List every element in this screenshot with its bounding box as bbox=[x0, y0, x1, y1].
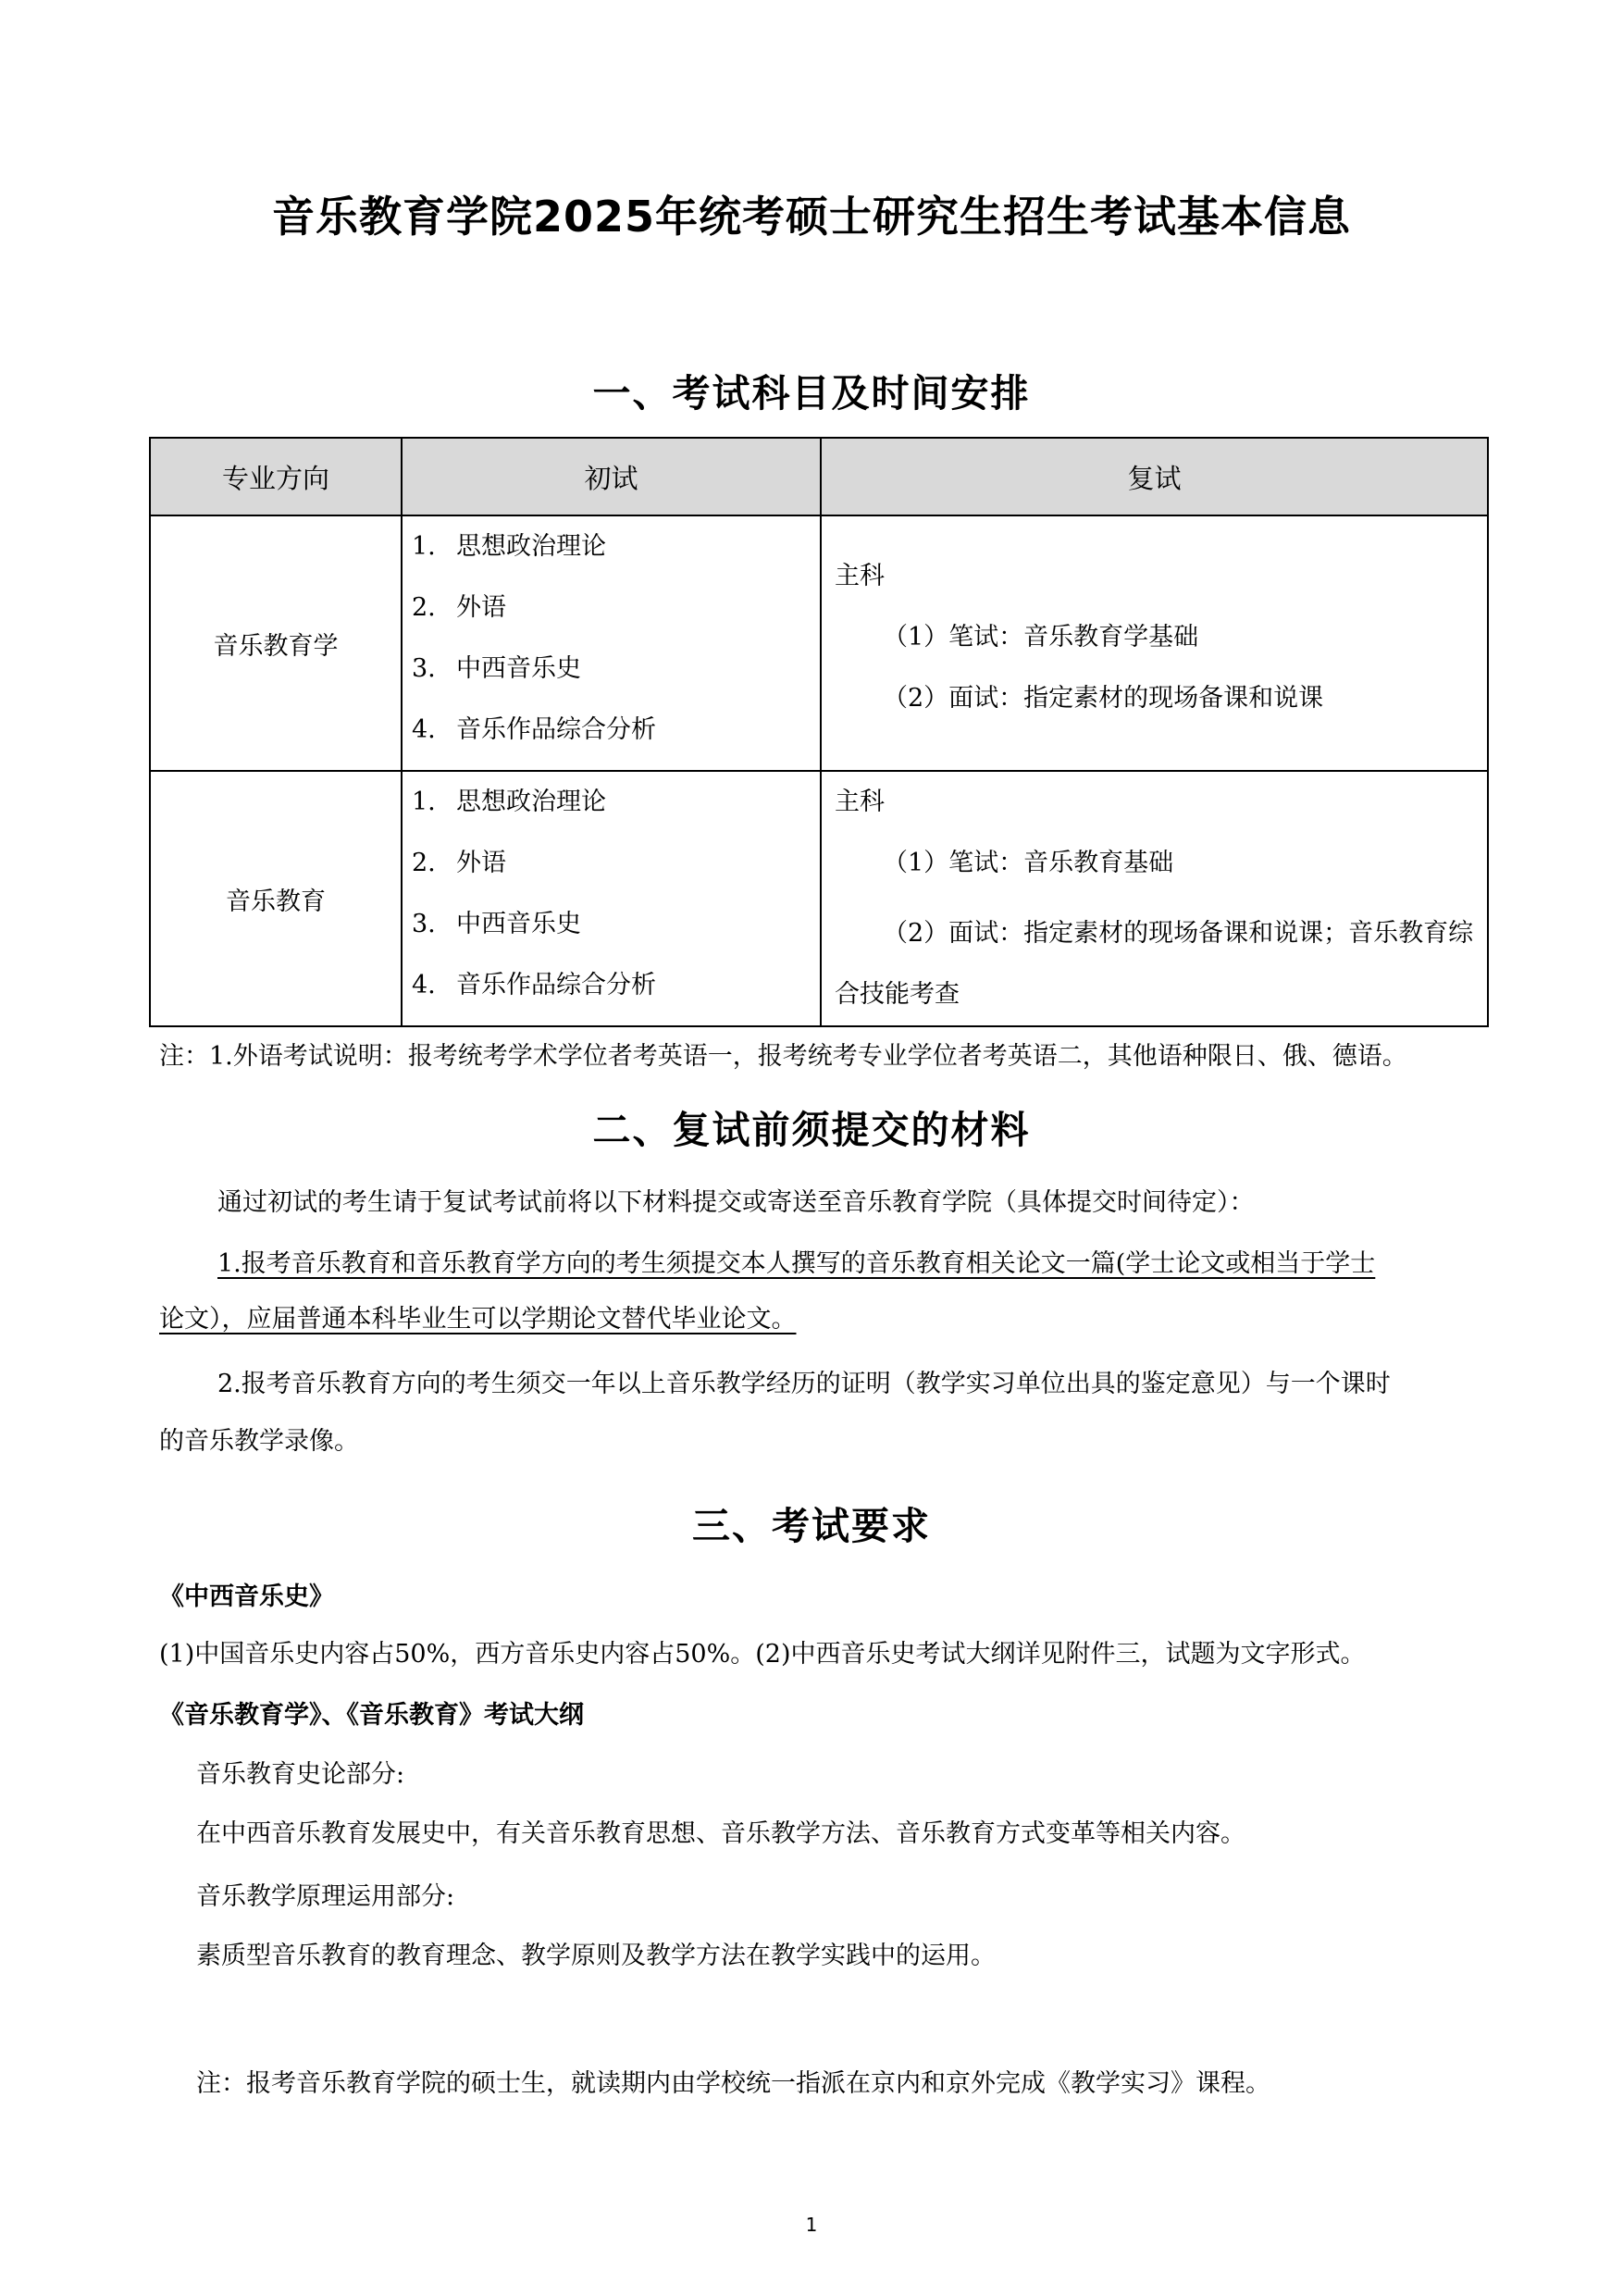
retest-written: （1）笔试：音乐教育基础 bbox=[883, 849, 1174, 877]
teaching-principle-title: 音乐教学原理运用部分: bbox=[196, 1882, 455, 1911]
retest-written: （1）笔试：音乐教育学基础 bbox=[883, 623, 1199, 652]
direction-cell: 音乐教育学 bbox=[150, 515, 402, 771]
list-item: 1. 思想政治理论 bbox=[412, 532, 606, 561]
table-row bbox=[150, 515, 1488, 771]
retest-head: 主科 bbox=[835, 788, 885, 816]
document-title: 音乐教育学院2025年统考硕士研究生招生考试基本信息 bbox=[271, 192, 1352, 242]
retest-interview: （2）面试：指定素材的现场备课和说课 bbox=[883, 684, 1324, 713]
section2-heading: 二、复试前须提交的材料 bbox=[592, 1108, 1031, 1152]
list-item: 2. 外语 bbox=[412, 593, 506, 622]
material-item-1-line1: 1.报考音乐教育和音乐教育学方向的考生须提交本人撰写的音乐教育相关论文一篇(学士论文或相当于学士 bbox=[217, 1249, 1376, 1278]
list-item: 2. 外语 bbox=[412, 849, 506, 877]
retest-cell bbox=[821, 515, 1488, 771]
list-item: 4. 音乐作品综合分析 bbox=[412, 971, 656, 999]
syllabus-title: 《音乐教育学》、《音乐教育》考试大纲 bbox=[159, 1701, 584, 1730]
section2-intro: 通过初试的考生请于复试考试前将以下材料提交或寄送至音乐教育学院（具体提交时间待定）： bbox=[217, 1188, 1255, 1217]
preliminary-cell bbox=[402, 771, 821, 1026]
table-header-row bbox=[150, 438, 1488, 515]
subject-history-text: (1)中国音乐史内容占50%，西方音乐史内容占50%。(2)中西音乐史考试大纲详见附件三，试题为文字形式。 bbox=[159, 1640, 1366, 1669]
header-preliminary: 初试 bbox=[402, 438, 821, 515]
teaching-principle-text: 素质型音乐教育的教育理念、教学原则及教学方法在教学实践中的运用。 bbox=[196, 1942, 996, 1970]
list-item: 3. 中西音乐史 bbox=[412, 654, 581, 683]
header-retest: 复试 bbox=[821, 438, 1488, 515]
header-direction: 专业方向 bbox=[150, 438, 402, 515]
retest-head: 主科 bbox=[835, 562, 885, 590]
preliminary-cell bbox=[402, 515, 821, 771]
list-item: 3. 中西音乐史 bbox=[412, 910, 581, 938]
section1-heading: 一、考试科目及时间安排 bbox=[592, 371, 1031, 416]
language-note: 注：1.外语考试说明：报考统考学术学位者考英语一，报考统考专业学位者考英语二，其他语种限日、俄、德语。 bbox=[159, 1042, 1407, 1071]
section3-heading: 三、考试要求 bbox=[692, 1504, 931, 1548]
material-item-2-line2: 的音乐教学录像。 bbox=[159, 1427, 359, 1456]
table-row bbox=[150, 771, 1488, 1026]
internship-note: 注：报考音乐教育学院的硕士生，就读期内由学校统一指派在京内和京外完成《教学实习》课程。 bbox=[196, 2069, 1270, 2098]
list-item: 4. 音乐作品综合分析 bbox=[412, 715, 656, 744]
material-item-2-line1: 2.报考音乐教育方向的考生须交一年以上音乐教学经历的证明（教学实习单位出具的鉴定意见）与一个课时 bbox=[217, 1370, 1391, 1398]
retest-interview: （2）面试：指定素材的现场备课和说课；音乐教育综合技能考查 bbox=[835, 919, 1474, 1009]
retest-cell bbox=[821, 771, 1488, 1026]
history-theory-title: 音乐教育史论部分: bbox=[196, 1760, 405, 1789]
direction-cell: 音乐教育 bbox=[150, 771, 402, 1026]
history-theory-text: 在中西音乐教育发展史中，有关音乐教育思想、音乐教学方法、音乐教育方式变革等相关内容。 bbox=[196, 1819, 1245, 1848]
page-number: 1 bbox=[805, 2214, 818, 2236]
exam-schedule-table bbox=[149, 437, 1489, 1027]
subject-history-title: 《中西音乐史》 bbox=[159, 1582, 334, 1611]
list-item: 1. 思想政治理论 bbox=[412, 788, 606, 816]
material-item-1-line2: 论文），应届普通本科毕业生可以学期论文替代毕业论文。 bbox=[159, 1305, 797, 1334]
